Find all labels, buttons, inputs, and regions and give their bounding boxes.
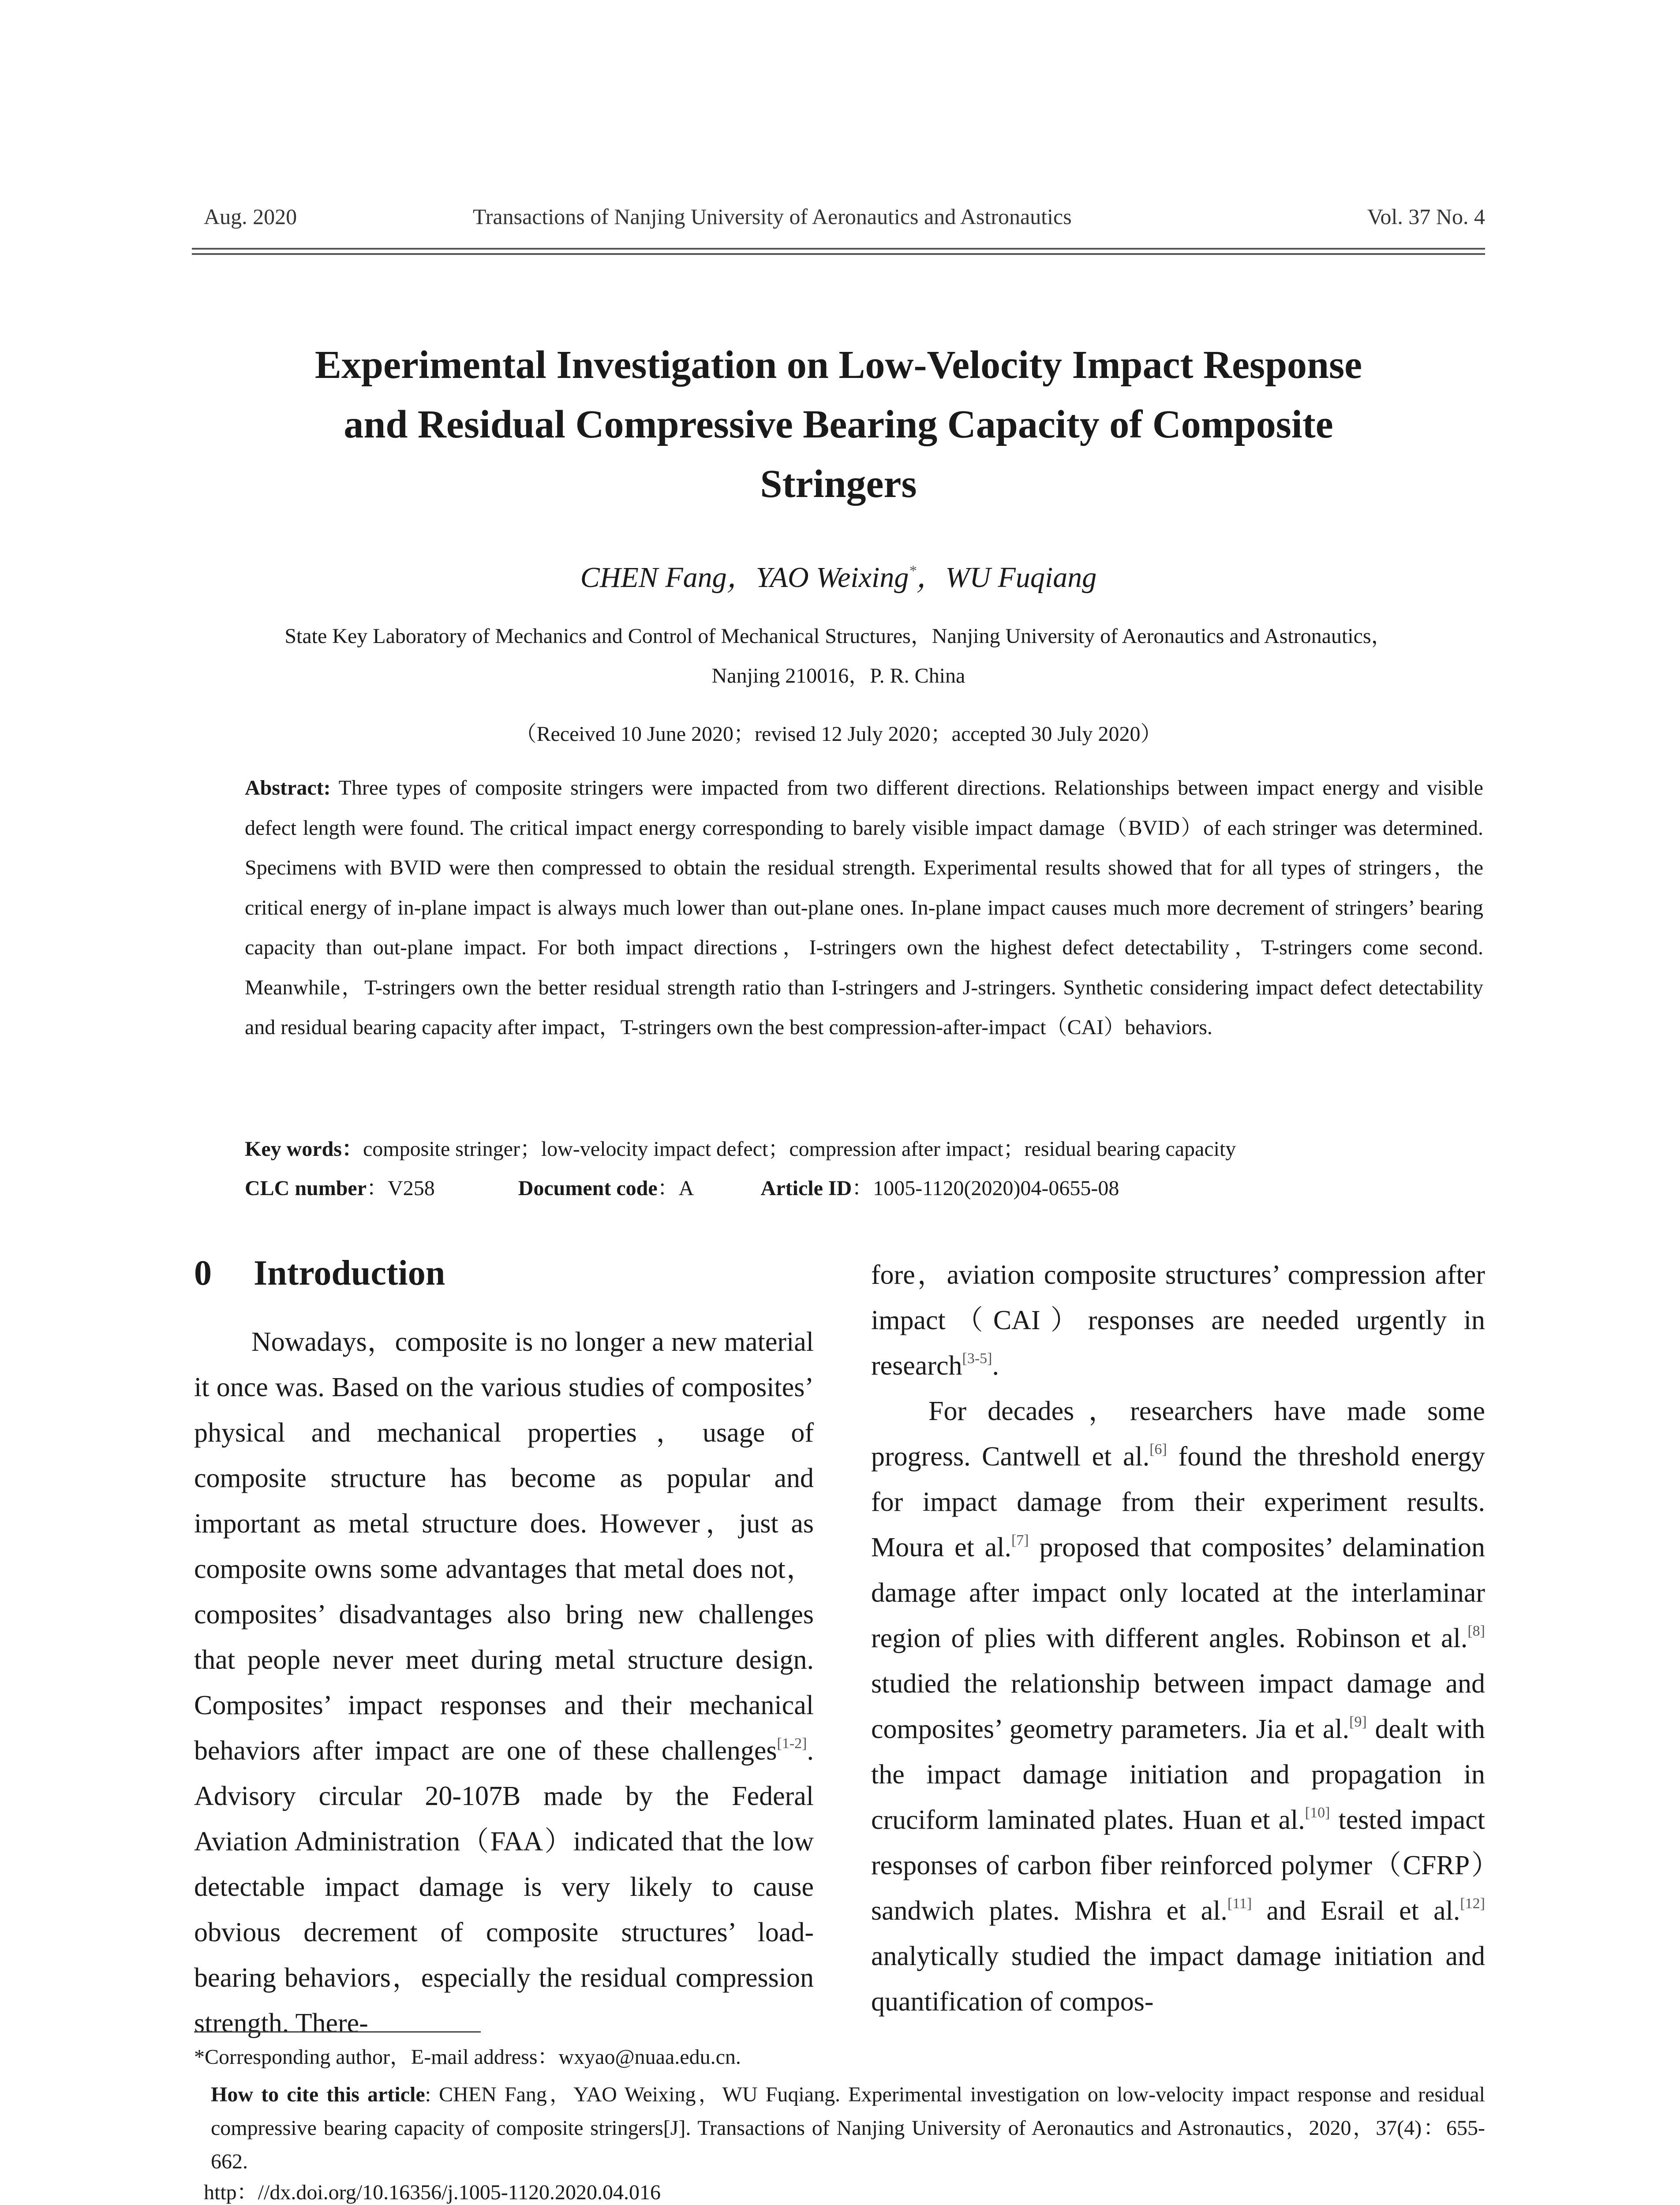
paragraph-text: and Esrail et al.: [1252, 1896, 1460, 1926]
section-heading: [194, 1253, 445, 1293]
received-dates: （Received 10 June 2020；revised 12 July 2020；accepted 30 July 2020）: [515, 722, 1162, 746]
author-list: [192, 553, 1485, 595]
citation: [6]: [1149, 1441, 1167, 1458]
paragraph-text: studied the relationship between impact damage and composites’ geometry parameters. Jia et al.: [871, 1669, 1485, 1744]
article-id-value: ：1005-1120(2020)04-0655-08: [852, 1177, 1119, 1200]
corresponding-author-note: *Corresponding author，E-mail address：wxyao@nuaa.edu.cn.: [194, 2045, 741, 2069]
affiliation-line: State Key Laboratory of Mechanics and Control of Mechanical Structures，Nanjing University of Aeronautics and Astronautics，: [284, 624, 1392, 648]
footnote-rule: [194, 2031, 481, 2033]
clc-value: ：V258: [367, 1177, 435, 1200]
paragraph-text: analytically studied the impact damage initiation and quantification of compos-: [871, 1941, 1485, 2017]
paragraph-text: Nowadays，composite is no longer a new material it once was. Based on the various studies of composites’ physical and mechanical properties，usage of composite structure has become as popular and important as metal structure does. However，just as composite owns some advantages that metal does not，composites’ disadvantages also bring new challenges that people never meet during metal structure design. Composites’ impact responses and their mechanical behaviors after impact are one of these challenges: [194, 1327, 814, 1766]
keywords: [245, 1132, 1483, 1162]
article-id-label: Article ID: [760, 1177, 852, 1200]
abstract: [245, 768, 1483, 1048]
citation: [7]: [1011, 1532, 1029, 1548]
citation: [11]: [1227, 1895, 1252, 1912]
paragraph-text: tested impact responses of carbon fiber reinforced polymer（CFRP）sandwich plates. Mishra et al.: [871, 1805, 1485, 1926]
citation: [8]: [1467, 1623, 1485, 1639]
document-code-value: ：A: [657, 1177, 693, 1200]
title-line: Stringers: [760, 462, 917, 506]
paragraph-text: fore，aviation composite structures’ compression after impact（CAI）responses are needed urgently in research: [871, 1260, 1485, 1381]
section-title: Introduction: [254, 1254, 445, 1293]
doi-link[interactable]: http：//dx.doi.org/10.16356/j.1005-1120.2020.04.016: [204, 2181, 661, 2204]
citation-note: [211, 2078, 1485, 2179]
paragraph-text: dealt with the impact damage initiation and propagation in cruciform laminated plates. Huan et al.: [871, 1714, 1485, 1835]
header-rule-top: [192, 248, 1485, 250]
corresponding-mark: *: [909, 563, 917, 579]
paper-title: [192, 335, 1485, 514]
title-line: and Residual Compressive Bearing Capacity of Composite: [344, 403, 1333, 446]
classification-line: [245, 1171, 1119, 1201]
affiliation: [192, 617, 1485, 696]
header-journal: Transactions of Nanjing University of Aeronautics and Astronautics: [473, 204, 1072, 229]
paragraph-text: .: [992, 1351, 999, 1381]
paragraph-text: For decades，researchers have made some progress. Cantwell et al.: [871, 1396, 1485, 1472]
author: ，WU Fuqiang: [916, 561, 1097, 594]
keywords-label: Key words：: [245, 1137, 363, 1161]
clc-label: CLC number: [245, 1177, 367, 1200]
citation: [3-5]: [962, 1350, 992, 1367]
right-column: [871, 1252, 1485, 2025]
abstract-label: Abstract:: [245, 776, 331, 800]
cite-text: : CHEN Fang，YAO Weixing，WU Fuqiang. Experimental investigation on low-velocity impact response and residual compressive bearing capacity of composite stringers[J]. Transactions of Nanjing University of Aeronautics and Astronautics，2020，37(4)：655-662.: [211, 2083, 1485, 2173]
cite-label: How to cite this article: [211, 2083, 425, 2106]
document-code-label: Document code: [518, 1177, 658, 1200]
citation: [12]: [1460, 1895, 1485, 1912]
header-rule-bottom: [192, 253, 1485, 255]
citation: [9]: [1349, 1714, 1367, 1730]
section-number: 0: [194, 1254, 212, 1293]
paragraph-text: proposed that composites’ delamination damage after impact only located at the interlaminar region of plies with different angles. Robinson et al.: [871, 1532, 1485, 1653]
paragraph: [871, 1252, 1485, 1389]
abstract-text: Three types of composite stringers were impacted from two different directions. Relationships between impact energy and visible defect length were found. The critical impact energy corresponding to barely visible impact damage（BVID）of each stringer was determined. Specimens with BVID were then compressed to obtain the residual strength. Experimental results showed that for all types of stringers，the critical energy of in-plane impact is always much lower than out-plane ones. In-plane impact causes much more decrement of stringers’ bearing capacity than out-plane impact. For both impact directions，I-stringers own the highest defect detectability，T-stringers come second. Meanwhile，T-stringers own the better residual strength ratio than I-stringers and J-stringers. Synthetic considering impact defect detectability and residual bearing capacity after impact，T-stringers own the best compression-after-impact（CAI）behaviors.: [245, 776, 1484, 1039]
author: YAO Weixing: [756, 561, 909, 594]
paragraph: [871, 1389, 1485, 2025]
title-line: Experimental Investigation on Low-Velocity Impact Response: [314, 343, 1362, 387]
paragraph-text: found the threshold energy for impact damage from their experiment results. Moura et al.: [871, 1442, 1485, 1562]
citation: [10]: [1305, 1805, 1330, 1821]
keywords-text: composite stringer；low-velocity impact defect；compression after impact；residual bearing capacity: [363, 1137, 1236, 1161]
citation: [1-2]: [777, 1735, 807, 1752]
affiliation-line: Nanjing 210016，P. R. China: [711, 664, 965, 688]
paragraph-text: . Advisory circular 20-107B made by the Federal Aviation Administration（FAA）indicated that the low detectable impact damage is very likely to cause obvious decrement of composite structures’ load-bearing behaviors，especially the residual compression strength. There-: [194, 1736, 814, 2038]
header-date: Aug. 2020: [204, 204, 297, 229]
author: CHEN Fang，: [580, 561, 756, 594]
header-volume: Vol. 37 No. 4: [1367, 204, 1485, 229]
left-column-paragraph: [194, 1319, 814, 2046]
